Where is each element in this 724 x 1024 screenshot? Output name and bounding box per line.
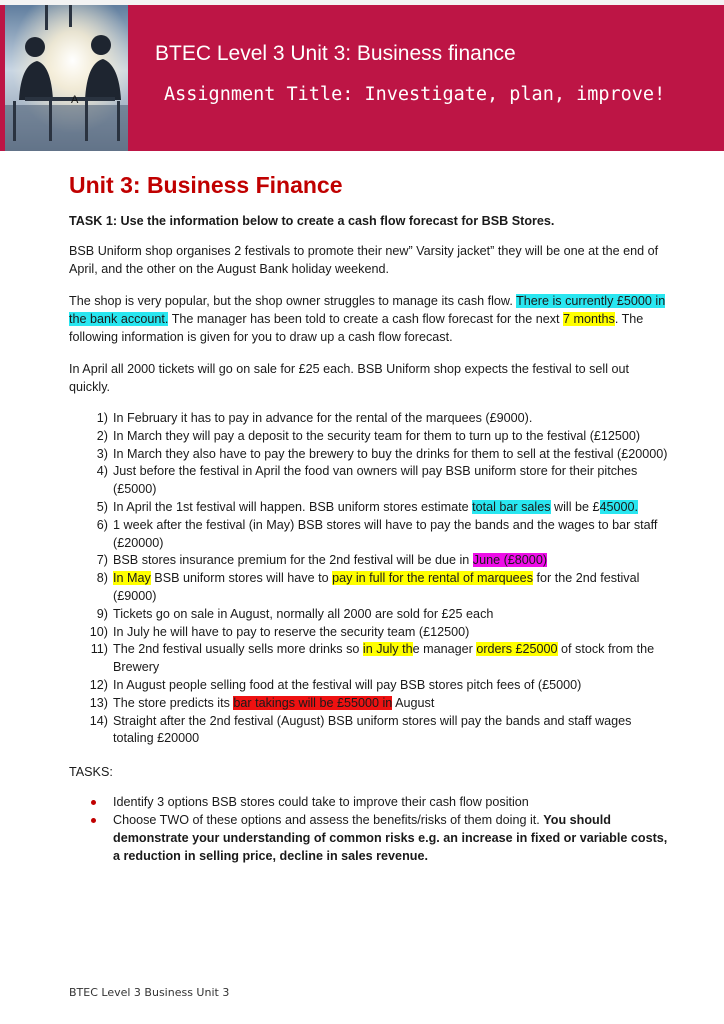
item-number: 6) — [96, 517, 108, 532]
text-run: The manager has been told to create a cash flow forecast for the next — [168, 312, 564, 326]
item-number: 9) — [96, 606, 108, 621]
item-number: 11) — [90, 642, 108, 657]
item-text: Straight after the 2nd festival (August) BSB uniform stores will pay the bands and staff wages totaling £20000 — [113, 713, 632, 746]
item-text: BSB uniform stores will have to — [150, 571, 333, 586]
list-item — [69, 677, 669, 695]
item-text: Just before the festival in April the food van owners will pay BSB uniform store for their pitches (£5000) — [113, 464, 638, 497]
header-photo — [5, 5, 128, 151]
document-title: BTEC Level 3 Unit 3: Business finance — [155, 42, 516, 65]
list-item — [69, 811, 669, 865]
text-run: The shop is very popular, but the shop owner struggles to manage its cash flow. — [69, 294, 517, 308]
list-item — [69, 606, 669, 624]
list-item — [69, 410, 669, 428]
item-text: In August people selling food at the festival will pay BSB stores pitch fees of (£5000) — [113, 677, 582, 692]
list-item — [69, 695, 669, 713]
bullet-text: Identify 3 options BSB stores could take to improve their cash flow position — [113, 795, 529, 810]
item-text: In March they also have to pay the brewery to buy the drinks for them to sell at the festival (£20000) — [113, 446, 668, 461]
item-number: 7) — [96, 553, 108, 568]
list-item — [69, 713, 669, 749]
highlight-marquee-rental: pay in full for the rental of marquees — [332, 571, 533, 586]
list-item — [69, 446, 669, 464]
item-text: for the 2nd festival (£9000) — [113, 571, 640, 603]
text-run: . The following information is given for you to draw up a cash flow forecast. — [69, 312, 644, 344]
forecast-items-list — [69, 410, 669, 748]
highlight-bar-sales: total bar sales — [472, 499, 551, 514]
item-number: 1) — [96, 411, 108, 425]
item-text: 1 week after the festival (in May) BSB stores will have to pay the bands and the wages to bar staff (£20000) — [113, 517, 658, 550]
item-text: In July he will have to pay to reserve the security team (£12500) — [113, 624, 470, 639]
cashflow-paragraph — [69, 292, 669, 346]
tickets-paragraph: In April all 2000 tickets will go on sale for £25 each. BSB Uniform shop expects the festival to sell out quickly. — [69, 362, 630, 394]
item-text: In March they will pay a deposit to the security team for them to turn up to the festival (£12500) — [113, 428, 641, 443]
item-text: Tickets go on sale in August, normally all 2000 are sold for £25 each — [113, 606, 494, 621]
item-text: e manager — [412, 642, 477, 657]
list-item — [69, 428, 669, 446]
item-text: In April the 1st festival will happen. BSB uniform stores estimate — [113, 499, 473, 514]
header-banner — [0, 0, 724, 151]
highlight-in-may: In May — [113, 571, 151, 586]
list-item — [69, 624, 669, 642]
photo-letter: A — [71, 94, 79, 106]
list-item — [69, 641, 669, 677]
list-item — [69, 463, 669, 499]
bullet-bold-text: You should demonstrate your understanding of common risks e.g. an increase in fixed or variable costs, a reduction in selling price, decline in sales revenue. — [113, 813, 668, 864]
bullet-icon — [91, 800, 96, 805]
highlight-stock-order: orders £25000 — [476, 642, 558, 657]
highlight-in-july: in July th — [362, 642, 413, 657]
unit-title: Unit 3: Business Finance — [69, 172, 343, 198]
page-footer: BTEC Level 3 Business Unit 3 — [69, 986, 230, 999]
item-number: 14) — [89, 713, 108, 728]
highlight-bank-balance: There is currently £5000 in the bank account. — [69, 294, 666, 326]
document-body — [69, 170, 669, 865]
list-item — [69, 570, 669, 606]
highlight-months: 7 months — [563, 312, 615, 326]
task-heading: TASK 1: Use the information below to create a cash flow forecast for BSB Stores. — [69, 214, 555, 228]
item-number: 4) — [96, 464, 108, 479]
item-number: 13) — [89, 695, 108, 710]
item-number: 8) — [96, 571, 108, 586]
assignment-title: Assignment Title: Investigate, plan, improve! — [164, 84, 666, 105]
bullet-text: Choose TWO of these options and assess the benefits/risks of them doing it. — [113, 813, 544, 828]
bullet-icon — [91, 818, 96, 823]
item-text: The 2nd festival usually sells more drinks so — [113, 642, 363, 657]
list-item — [69, 552, 669, 570]
item-text: BSB stores insurance premium for the 2nd festival will be due in — [113, 553, 473, 568]
item-number: 3) — [96, 446, 108, 461]
highlight-bar-amount: 45000. — [599, 499, 639, 514]
list-item — [69, 499, 669, 517]
highlight-insurance: June (£8000) — [472, 553, 548, 568]
item-number: 10) — [89, 624, 108, 639]
tasks-label: TASKS: — [69, 765, 113, 780]
tasks-list — [69, 793, 669, 865]
item-number: 5) — [96, 499, 108, 514]
item-text: The store predicts its — [113, 695, 234, 710]
item-text: will be £ — [550, 499, 600, 514]
item-text: August — [392, 695, 435, 710]
list-item — [69, 517, 669, 553]
item-number: 12) — [89, 677, 108, 692]
item-number: 2) — [96, 428, 108, 443]
intro-paragraph: BSB Uniform shop organises 2 festivals to promote their new” Varsity jacket” they will be one at the end of April, and the other on the August Bank holiday weekend. — [69, 244, 659, 276]
highlight-bar-takings: bar takings will be £55000 in — [233, 695, 393, 710]
item-text: In February it has to pay in advance for the rental of the marquees (£9000). — [113, 411, 533, 425]
item-text: of stock from the Brewery — [113, 642, 655, 675]
list-item — [69, 793, 669, 811]
